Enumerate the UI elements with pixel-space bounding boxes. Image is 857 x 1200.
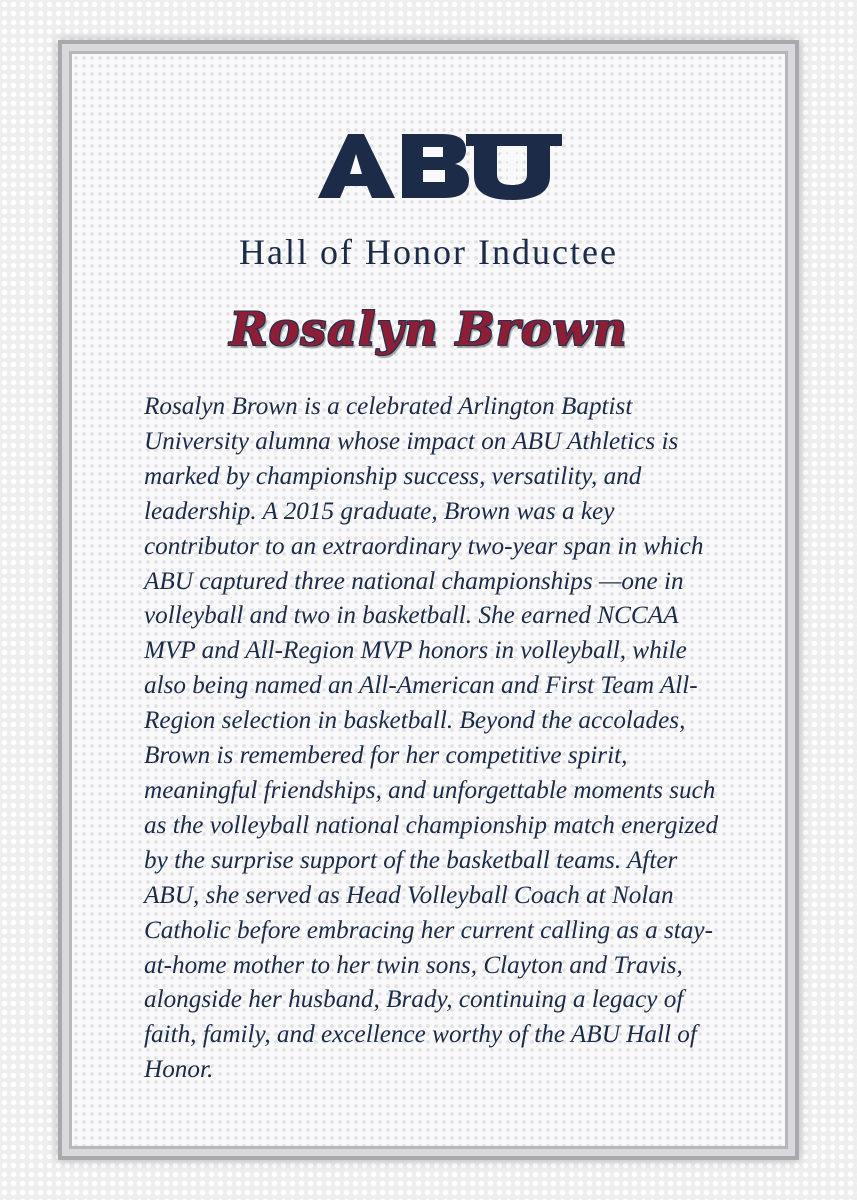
plaque-panel — [69, 51, 788, 1149]
abu-logo — [316, 132, 564, 200]
abu-logo-letter-b — [402, 134, 469, 198]
inductee-bio: Rosalyn Brown is a celebrated Arlington Baptist University alumna whose impact on ABU Athletics is marked by championship success, versatility, and leadership. A 2015 graduate, Brown was a key contributor to an extraordinary two-year span in which ABU captured three national championships —one in volleyball and two in basketball. She earned NCCAA MVP and All-Region MVP honors in volleyball, while also being named an All-American and First Team All-Region selection in basketball. Beyond the accolades, Brown is remembered for her competitive spirit, meaningful friendships, and unforgettable moments such as the volleyball national championship match energized by the surprise support of the basketball teams. After ABU, she served as Head Volleyball Coach at Nolan Catholic before embracing her current calling as a stay-at-home mother to her twin sons, Clayton and Travis, alongside her husband, Brady, continuing a legacy of faith, family, and excellence worthy of the ABU Hall of Honor. — [144, 393, 719, 1084]
cross-icon — [500, 146, 524, 180]
inductee-name: Rosalyn Brown — [229, 302, 628, 356]
page-title: Hall of Honor Inductee — [239, 232, 618, 272]
plaque-frame — [58, 40, 799, 1160]
